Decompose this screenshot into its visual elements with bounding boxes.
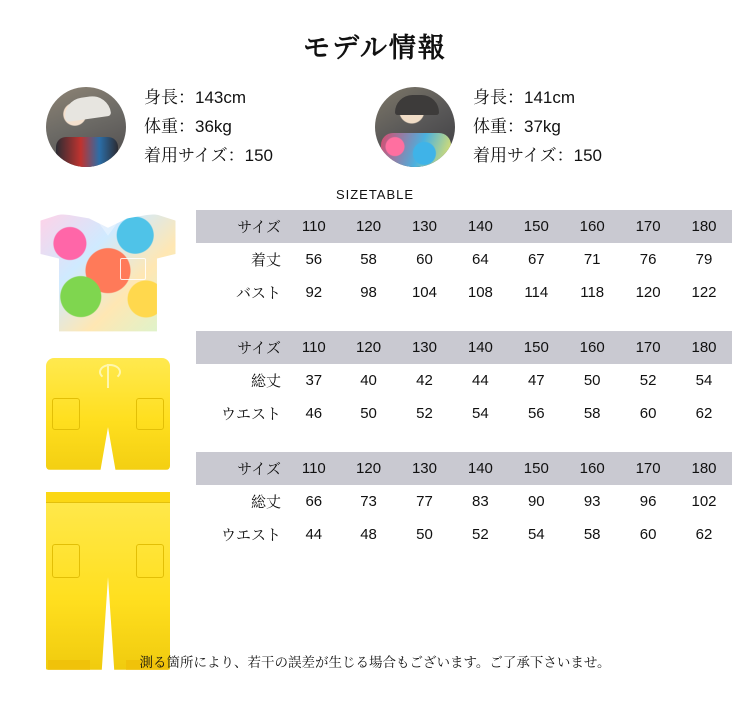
table-cell: 118 [580, 283, 605, 301]
table-cell: 54 [527, 525, 545, 543]
row-label: ウエスト [220, 405, 281, 423]
table-header-cell: 130 [397, 452, 453, 485]
model-1-specs [144, 83, 273, 171]
shirt-collar [95, 218, 121, 236]
table-cell: 77 [416, 492, 433, 510]
table-cell: 93 [583, 492, 601, 510]
table-header-row [196, 331, 732, 364]
table-cell: 108 [467, 283, 493, 301]
table-cell: 40 [360, 371, 377, 389]
table-cell: 54 [472, 404, 489, 422]
table-cell: 64 [472, 250, 489, 268]
row-label: 総丈 [250, 493, 281, 511]
pants-image [46, 492, 170, 670]
pants-pocket-left [52, 544, 80, 578]
table-spacer [196, 430, 732, 452]
size-tables [188, 210, 732, 670]
table-header-cell: 150 [508, 452, 564, 485]
table-cell: 98 [360, 283, 377, 301]
table-cell: 44 [472, 371, 489, 389]
measurement-note: 測る箇所により、若干の誤差が生じる場合もございます。ご了承下さいませ。 [139, 655, 611, 670]
table-cell: 47 [527, 371, 545, 389]
table-cell: 122 [691, 283, 717, 301]
table-cell: 44 [305, 525, 323, 543]
pants-waistband [46, 492, 170, 503]
shorts-pocket-left [52, 398, 80, 430]
table-cell: 50 [416, 525, 433, 543]
table-header-cell: 140 [452, 331, 508, 364]
table-cell: 50 [583, 371, 601, 389]
table-cell: 50 [360, 404, 377, 422]
table-cell: 52 [472, 525, 489, 543]
pants-pocket-right [136, 544, 164, 578]
table-cell: 73 [360, 492, 377, 510]
shirt-image [40, 214, 176, 332]
table-cell: 56 [527, 404, 545, 422]
size-content [0, 210, 750, 670]
shorts-size-table [196, 331, 732, 430]
table-header-cell: サイズ [196, 452, 287, 485]
table-row [196, 276, 732, 309]
table-cell: 56 [305, 250, 323, 268]
model-2-worn-size: 着用サイズ：150 [473, 146, 603, 166]
table-cell: 96 [639, 492, 657, 510]
table-header-cell: 170 [620, 210, 676, 243]
shirt-pocket [120, 258, 146, 280]
table-cell: 60 [416, 250, 433, 268]
table-cell: 58 [360, 250, 377, 268]
table-header-cell: 110 [287, 210, 341, 243]
model-2-weight: 体重：37kg [473, 117, 561, 137]
table-cell: 62 [695, 525, 713, 543]
table-cell: 71 [583, 250, 601, 268]
row-label: ウエスト [220, 526, 281, 544]
table-header-cell: 170 [620, 452, 676, 485]
table-header-cell: 160 [564, 331, 620, 364]
table-header-cell: 150 [508, 331, 564, 364]
table-row [196, 485, 732, 518]
shorts-pocket-right [136, 398, 164, 430]
shorts-drawstring-loop [99, 364, 121, 380]
table-cell: 114 [524, 283, 549, 301]
table-header-cell: サイズ [196, 331, 287, 364]
table-cell: 90 [527, 492, 545, 510]
table-cell: 102 [691, 492, 717, 510]
model-photo-1 [46, 87, 126, 167]
table-header-row [196, 452, 732, 485]
table-header-cell: 160 [564, 210, 620, 243]
table-header-cell: 180 [676, 210, 732, 243]
table-cell: 62 [695, 404, 713, 422]
model-photo-2 [375, 87, 455, 167]
table-cell: 42 [416, 371, 433, 389]
table-spacer [196, 309, 732, 331]
table-cell: 48 [360, 525, 377, 543]
model-1-worn-size: 着用サイズ：150 [144, 146, 274, 166]
sizetable-heading: SIZETABLE [335, 186, 415, 202]
row-label: 総丈 [250, 372, 281, 390]
table-cell: 52 [416, 404, 433, 422]
table-cell: 104 [411, 283, 437, 301]
table-cell: 76 [639, 250, 657, 268]
table-cell: 92 [305, 283, 323, 301]
table-cell: 54 [695, 371, 713, 389]
table-cell: 52 [639, 371, 657, 389]
table-row [196, 364, 732, 397]
table-cell: 66 [305, 492, 323, 510]
model-1-weight: 体重：36kg [144, 117, 232, 137]
table-header-cell: 120 [341, 210, 397, 243]
table-cell: 58 [583, 525, 601, 543]
table-row [196, 518, 732, 551]
garment-images [28, 210, 188, 670]
table-header-cell: 110 [287, 452, 341, 485]
page-title: モデル情報 [303, 33, 447, 63]
model-card-2 [375, 83, 704, 171]
shorts-drawstring [107, 364, 109, 388]
shirt-size-table [196, 210, 732, 309]
table-header-cell: 180 [676, 331, 732, 364]
model-1-height: 身長：143cm [144, 88, 247, 107]
table-cell: 60 [639, 404, 657, 422]
table-cell: 60 [639, 525, 657, 543]
table-header-cell: 150 [508, 210, 564, 243]
table-cell: 37 [305, 371, 323, 389]
table-header-row [196, 210, 732, 243]
shorts-image [46, 358, 170, 470]
table-header-cell: 160 [564, 452, 620, 485]
table-header-cell: サイズ [196, 210, 287, 243]
table-cell: 83 [472, 492, 489, 510]
table-header-cell: 140 [452, 452, 508, 485]
table-cell: 58 [583, 404, 601, 422]
table-header-cell: 110 [287, 331, 341, 364]
table-header-cell: 130 [397, 331, 453, 364]
model-info-section [0, 83, 750, 171]
table-header-cell: 130 [397, 210, 453, 243]
table-cell: 67 [527, 250, 545, 268]
table-cell: 79 [695, 250, 713, 268]
pants-size-table [196, 452, 732, 551]
table-header-cell: 120 [341, 331, 397, 364]
table-cell: 120 [635, 283, 661, 301]
table-header-cell: 120 [341, 452, 397, 485]
table-header-cell: 180 [676, 452, 732, 485]
model-card-1 [46, 83, 375, 171]
model-2-specs [473, 83, 602, 171]
row-label: バスト [235, 284, 281, 302]
table-header-cell: 170 [620, 331, 676, 364]
table-row [196, 243, 732, 276]
model-2-height: 身長：141cm [473, 88, 576, 107]
table-cell: 46 [305, 404, 323, 422]
table-header-cell: 140 [452, 210, 508, 243]
table-row [196, 397, 732, 430]
row-label: 着丈 [250, 251, 281, 269]
